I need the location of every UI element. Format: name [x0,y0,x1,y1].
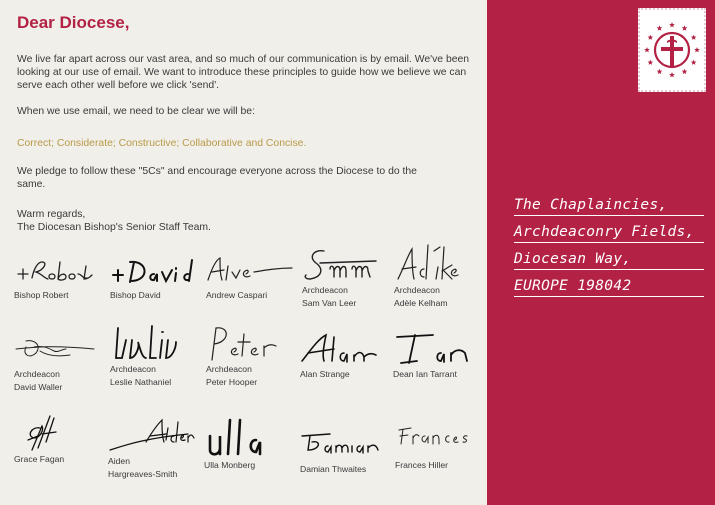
sender: The Diocesan Bishop's Senior Staff Team. [17,222,211,233]
signature-frances-icon [395,418,487,458]
closing: Warm regards, [17,209,86,220]
signature-alan-icon [300,327,392,367]
paragraph-clear: When we use email, we need to be clear we will be: [17,106,255,117]
signature-block [300,327,392,382]
address-line-4: EUROPE 198042 [514,273,704,297]
signature-block [393,327,485,382]
signatory-name: Alan Strange [300,369,350,379]
signature-sam-icon [302,243,394,283]
principles-list: Correct; Considerate; Constructive; Collaborative and Concise. [17,138,307,149]
signature-block [302,243,394,308]
greeting: Dear Diocese, [17,13,130,32]
signature-block [394,243,486,308]
postage-stamp [638,8,706,92]
star-icon [669,72,675,77]
signatory-name: Archdeacon [14,369,60,379]
signature-grace-icon [14,412,106,452]
diocese-cross-stars-emblem-icon [640,10,704,90]
star-icon [682,25,688,30]
signatory-name: Archdeacon [110,364,156,374]
signatory-name: Dean Ian Tarrant [393,369,457,379]
star-icon [682,69,688,74]
signature-damian-icon [300,422,392,462]
signature-block [206,322,298,387]
signature-andrew-icon [206,248,298,288]
address-line-3: Diocesan Way, [514,246,704,270]
signature-aiden-icon [108,414,200,454]
paragraph-intro: We live far apart across our vast area, and so much of our communication is by email. We've been looking at our use of email. We want to introduce these principles to guide how we believe we can serve each other well before we click 'send'. [17,54,470,91]
star-icon [691,35,697,40]
signature-block [204,418,296,473]
signature-block [300,422,392,477]
signature-block [14,412,106,467]
recipient-address [514,192,704,300]
signature-block [206,248,298,303]
address-line-1: The Chaplaincies, [514,192,704,216]
signatory-name-line2: David Waller [14,381,63,392]
address-line-2: Archdeaconry Fields, [514,219,704,243]
star-icon [648,60,654,65]
signatory-name-line2: Peter Hooper [206,376,258,387]
signatory-name-line2: Sam Van Leer [302,297,357,308]
signatory-name: Grace Fagan [14,454,65,464]
signature-robert-icon [14,248,106,288]
signatory-name-line2: Leslie Nathaniel [110,376,172,387]
star-icon [657,69,663,74]
star-icon [657,25,663,30]
signatory-name: Ulla Monberg [204,460,256,470]
signatory-name: Aiden [108,456,130,466]
signature-leslie-icon [110,322,202,362]
signature-block [108,414,200,479]
signature-ian-icon [393,327,485,367]
signatory-name-line2: Hargreaves-Smith [108,468,178,479]
signature-david-waller-icon [14,327,106,367]
signature-block [110,248,202,303]
paragraph-pledge: We pledge to follow these "5Cs" and encourage everyone across the Diocese to do the same. [17,166,417,190]
signatory-name: Andrew Caspari [206,290,268,300]
signature-peter-icon [206,322,298,362]
signatory-name: Archdeacon [206,364,252,374]
signature-block [14,327,106,392]
signatory-name: Archdeacon [302,285,348,295]
signatory-name: Frances Hiller [395,460,449,470]
signature-david-icon [110,248,202,288]
signature-adele-icon [394,243,486,283]
star-icon [669,22,675,27]
star-icon [691,60,697,65]
star-icon [644,47,650,52]
signature-ulla-icon [204,418,296,458]
signature-block [395,418,487,473]
signature-block [14,248,106,303]
signatory-name: Bishop David [110,290,161,300]
star-icon [694,47,700,52]
signatory-name-line2: Adèle Kelham [394,297,448,308]
signatory-name: Archdeacon [394,285,440,295]
signatory-name: Bishop Robert [14,290,69,300]
signature-block [110,322,202,387]
signatory-name: Damian Thwaites [300,464,367,474]
star-icon [648,35,654,40]
